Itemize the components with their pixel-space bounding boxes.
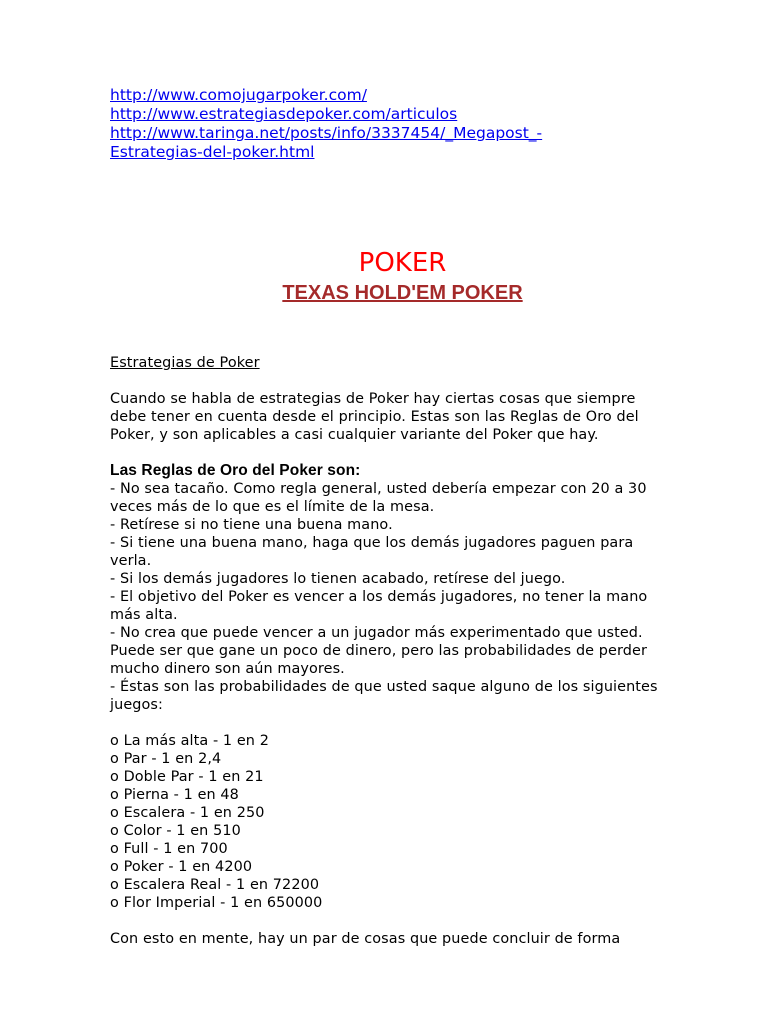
- intro-line: Poker, y son aplicables a casi cualquier variante del Poker que hay.: [110, 427, 599, 443]
- odds-item: o La más alta - 1 en 2: [110, 733, 269, 749]
- link-comojugarpoker[interactable]: http://www.comojugarpoker.com/: [110, 86, 367, 104]
- link-taringa-line2[interactable]: Estrategias-del-poker.html: [110, 143, 315, 161]
- rule-line: - Si los demás jugadores lo tienen acabado, retírese del juego.: [110, 571, 566, 587]
- rule-line: verla.: [110, 553, 152, 569]
- section-heading: Estrategias de Poker: [110, 355, 260, 371]
- document-title: POKER: [358, 248, 447, 278]
- document-body: [110, 354, 710, 948]
- intro-line: Cuando se habla de estrategias de Poker hay ciertas cosas que siempre: [110, 391, 636, 407]
- rule-line: - No sea tacaño. Como regla general, usted debería empezar con 20 a 30: [110, 481, 647, 497]
- rule-line: - El objetivo del Poker es vencer a los demás jugadores, no tener la mano: [110, 589, 648, 605]
- rules-heading: Las Reglas de Oro del Poker son:: [110, 462, 361, 479]
- rule-line: - Éstas son las probabilidades de que usted saque alguno de los siguientes: [110, 679, 658, 695]
- reference-links: [110, 86, 710, 162]
- rule-line: - Si tiene una buena mano, haga que los demás jugadores paguen para: [110, 535, 634, 551]
- rule-line: juegos:: [110, 697, 163, 713]
- rule-line: mucho dinero son aún mayores.: [110, 661, 345, 677]
- link-estrategiasdepoker[interactable]: http://www.estrategiasdepoker.com/articulos: [110, 105, 458, 123]
- document-subtitle: TEXAS HOLD'EM POKER: [282, 282, 523, 304]
- rule-line: más alta.: [110, 607, 178, 623]
- odds-item: o Flor Imperial - 1 en 650000: [110, 895, 323, 911]
- rule-line: veces más de lo que es el límite de la mesa.: [110, 499, 435, 515]
- rule-line: - Retírese si no tiene una buena mano.: [110, 517, 393, 533]
- odds-item: o Full - 1 en 700: [110, 841, 228, 857]
- rules-paragraph: [110, 462, 710, 714]
- odds-item: o Pierna - 1 en 48: [110, 787, 239, 803]
- title-block: [110, 246, 695, 306]
- rule-line: - No crea que puede vencer a un jugador más experimentado que usted.: [110, 625, 643, 641]
- odds-item: o Par - 1 en 2,4: [110, 751, 222, 767]
- intro-line: debe tener en cuenta desde el principio. Estas son las Reglas de Oro del: [110, 409, 639, 425]
- document-page: [110, 86, 710, 948]
- closing-line: Con esto en mente, hay un par de cosas que puede concluir de forma: [110, 931, 621, 947]
- odds-item: o Color - 1 en 510: [110, 823, 241, 839]
- rule-line: Puede ser que gane un poco de dinero, pero las probabilidades de perder: [110, 643, 647, 659]
- link-taringa-line1[interactable]: http://www.taringa.net/posts/info/3337454/_Megapost_-: [110, 124, 543, 142]
- intro-paragraph: [110, 390, 710, 444]
- odds-item: o Escalera - 1 en 250: [110, 805, 265, 821]
- odds-item: o Escalera Real - 1 en 72200: [110, 877, 320, 893]
- odds-item: o Poker - 1 en 4200: [110, 859, 253, 875]
- odds-item: o Doble Par - 1 en 21: [110, 769, 264, 785]
- odds-list: [110, 732, 710, 912]
